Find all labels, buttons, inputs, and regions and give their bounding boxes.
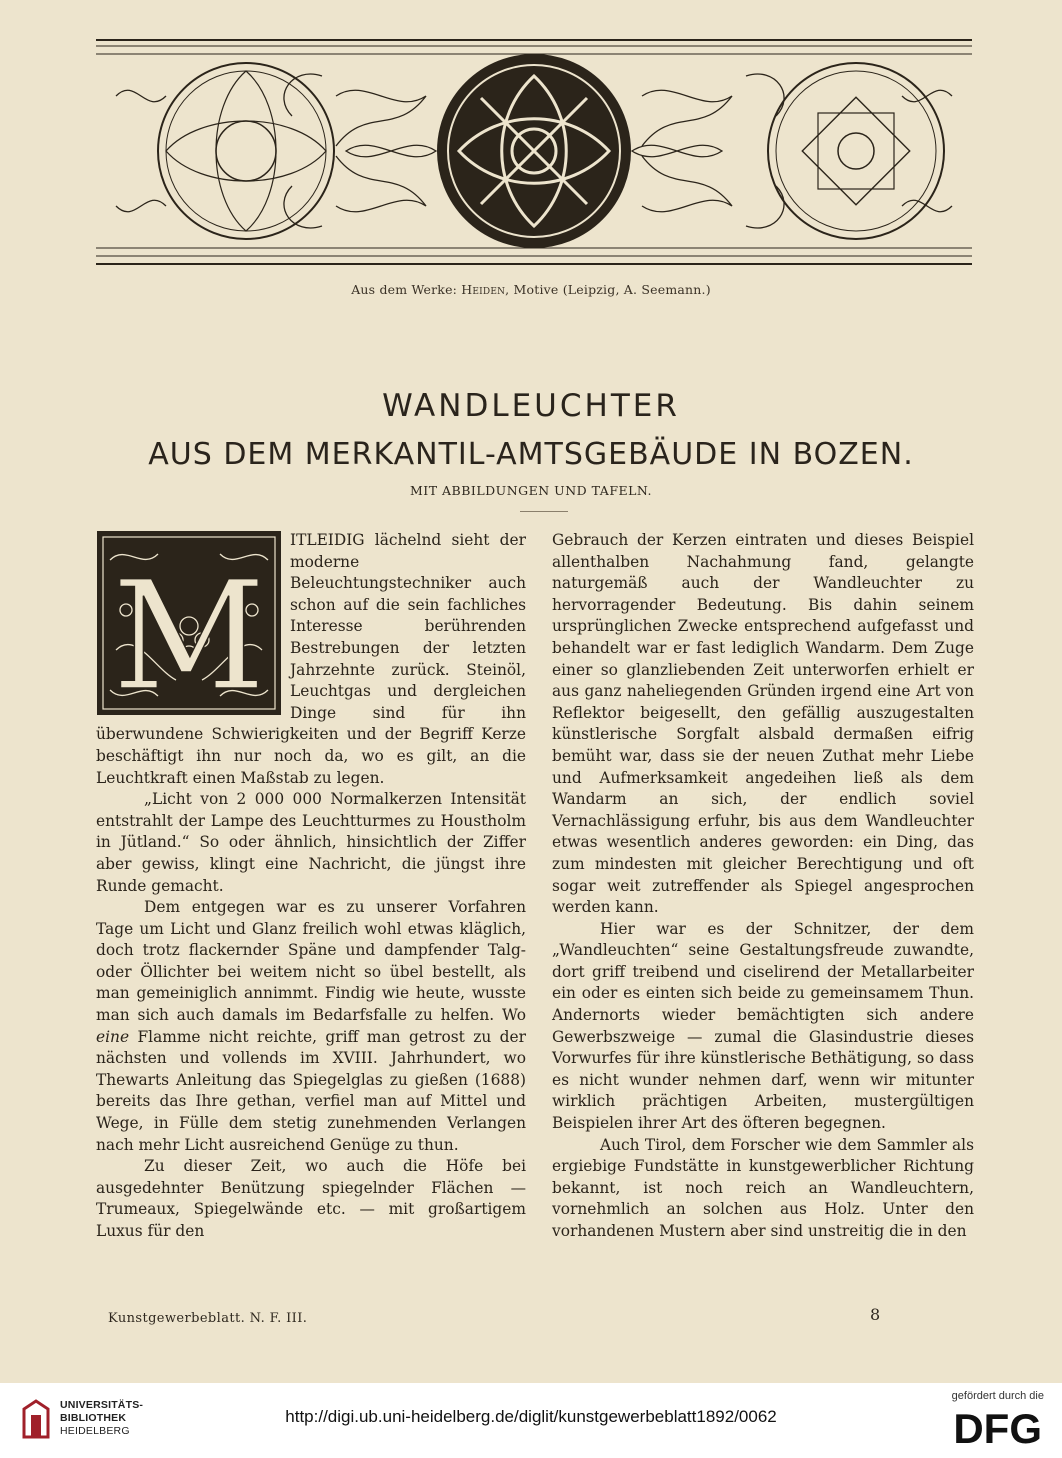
article-title: WANDLEUCHTER: [382, 388, 680, 424]
ornament-caption: [0, 282, 1062, 297]
caption-author: Heiden: [461, 282, 506, 297]
library-line-2: BIBLIOTHEK: [60, 1412, 127, 1424]
dfg-logo-text: DFG: [953, 1405, 1042, 1447]
library-line-3: HEIDELBERG: [60, 1425, 130, 1437]
text-column-left: [96, 530, 526, 1243]
ornament-header-image: [96, 36, 972, 268]
journal-footer: Kunstgewerbeblatt. N. F. III.: [108, 1311, 308, 1326]
right-paragraph-3: Auch Tirol, dem Forscher wie dem Sammler als ergiebige Fundstätte in kunstgewerblicher Richtung bekannt, ist noch reich an Wandleuchtern, vornehmlich an solchen aus Holz. Unter den vorhandenen Mustern aber sind unstreitig die in den: [552, 1135, 974, 1240]
funded-by-label: gefördert durch die: [951, 1390, 1044, 1402]
left-paragraph-4: Zu dieser Zeit, wo auch die Höfe bei ausgedehnter Benützung spiegelnder Flächen — Trumeaux, Spiegelwände etc. — mit großartigem Luxus für den: [96, 1157, 526, 1240]
left-paragraph-3a: Dem entgegen war es zu unserer Vorfahren Tage um Licht und Glanz freilich wohl etwas kläglich, doch trotz flackernder Späne und dampfender Talg- oder Öllichter bei weitem nicht so übel bestellt, als man gemeiniglich annimmt. Findig wie heute, wusste man sich auch damals im Bedarfsfalle zu helfen. Wo: [96, 898, 526, 1025]
left-paragraph-2: „Licht von 2 000 000 Normalkerzen Intensität entstrahlt der Lampe des Leuchtturmes zu Houstholm in Jütland.“ So oder ähnlich, hinsichtlich der Ziffer aber gewiss, klingt eine Nachricht, die jüngst ihre Runde gemacht.: [96, 790, 526, 895]
left-paragraph-3-emphasis: eine: [96, 1027, 130, 1046]
left-paragraph-3b: Flamme nicht reichte, griff man getrost zu der nächsten und vollends im XVIII. Jahrhundert, wo Thewarts Anleitung das Spiegelglas zu gießen (1688) bereits das Ihre gethan, verfiel man auf Mittel und Wege, in Fülle dem stetig zunehmenden Verlangen nach mehr Licht ausreichend Genüge zu thun.: [96, 1027, 526, 1154]
article-subtitle-location: AUS DEM MERKANTIL-AMTSGEBÄUDE IN BOZEN.: [148, 437, 914, 472]
left-paragraph-3: [96, 897, 526, 1156]
text-column-right: [552, 530, 974, 1243]
document-url-link[interactable]: http://digi.ub.uni-heidelberg.de/diglit/kunstgewerbeblatt1892/0062: [285, 1407, 777, 1426]
library-line-1: UNIVERSITÄTS-: [60, 1399, 144, 1411]
viewer-bottom-bar: [0, 1383, 1062, 1458]
caption-rest: , Motive (Leipzig, A. Seemann.): [505, 282, 711, 297]
left-paragraph-1: ITLEIDIG lächelnd sieht der moderne Beleuchtungstechniker auch schon auf die sein fachliches Interesse berührenden Bestrebungen der letzten Jahrzehnte zurück. Steinöl, Leuchtgas und dergleichen Dinge sind für ihn überwundene Schwierigkeiten und der Begriff Kerze beschäftigt ihn nur noch da, wo es gilt, an die Leuchtkraft einen Maßstab zu legen.: [96, 531, 526, 787]
article-subtitle-note: MIT ABBILDUNGEN UND TAFELN.: [409, 483, 653, 498]
right-paragraph-2: Hier war es der Schnitzer, der dem „Wandleuchten“ seine Gestaltungsfreude zuwandte, dort griff treibend und ciselirend der Metallarbeiter ein oder es einten sich beide zu gemeinsamem Thun. Andernorts wieder bemächtigten sich andere Gewerbszweige — zumal die Glasindustrie dieses Vorwurfes für ihre künstlerische Bethätigung, so dass es nicht wunder nehmen darf, wenn wir mitunter wirklich prächtigen Arbeiten, mustergültigen Beispielen ihrer Art des öfteren begegnen.: [552, 919, 974, 1133]
page-number: 8: [870, 1305, 881, 1324]
title-divider: [520, 511, 568, 512]
drop-cap-letter: M: [112, 550, 266, 716]
right-paragraph-1: Gebrauch der Kerzen eintraten und dieses Beispiel allenthalben Nachahmung fand, gelangte naturgemäß auch der Wandleuchter zu hervorragender Bedeutung. Bis dahin seinem ursprünglichen Zwecke entsprechend aufgefasst und behandelt war er fast lediglich Wandarm. Dem Zuge einer so glanzliebenden Zeit unterworfen erhielt er aus ganz naheliegenden Gründen irgend eine Art von Reflektor beigesellt, den gefällig auszugestalten künstlerische Sorgfalt alsbald dermaßen eifrig bemüht war, dass sie der neuen Zuthat mehr Liebe und Aufmerksamkeit angedeihen ließ als dem Wandarm an sich, der endlich soviel Vernachlässigung erfuhr, bis aus dem Wandleuchter etwas wesentlich anderes geworden: ein Ding, das zum mindesten mit gleicher Berechtigung und oft sogar weit zutreffender als Spiegel angesprochen werden kann.: [552, 531, 974, 917]
caption-prefix: Aus dem Werke:: [351, 282, 458, 297]
dfg-logo-icon[interactable]: [934, 1405, 1044, 1447]
drop-cap-initial: [96, 530, 282, 716]
